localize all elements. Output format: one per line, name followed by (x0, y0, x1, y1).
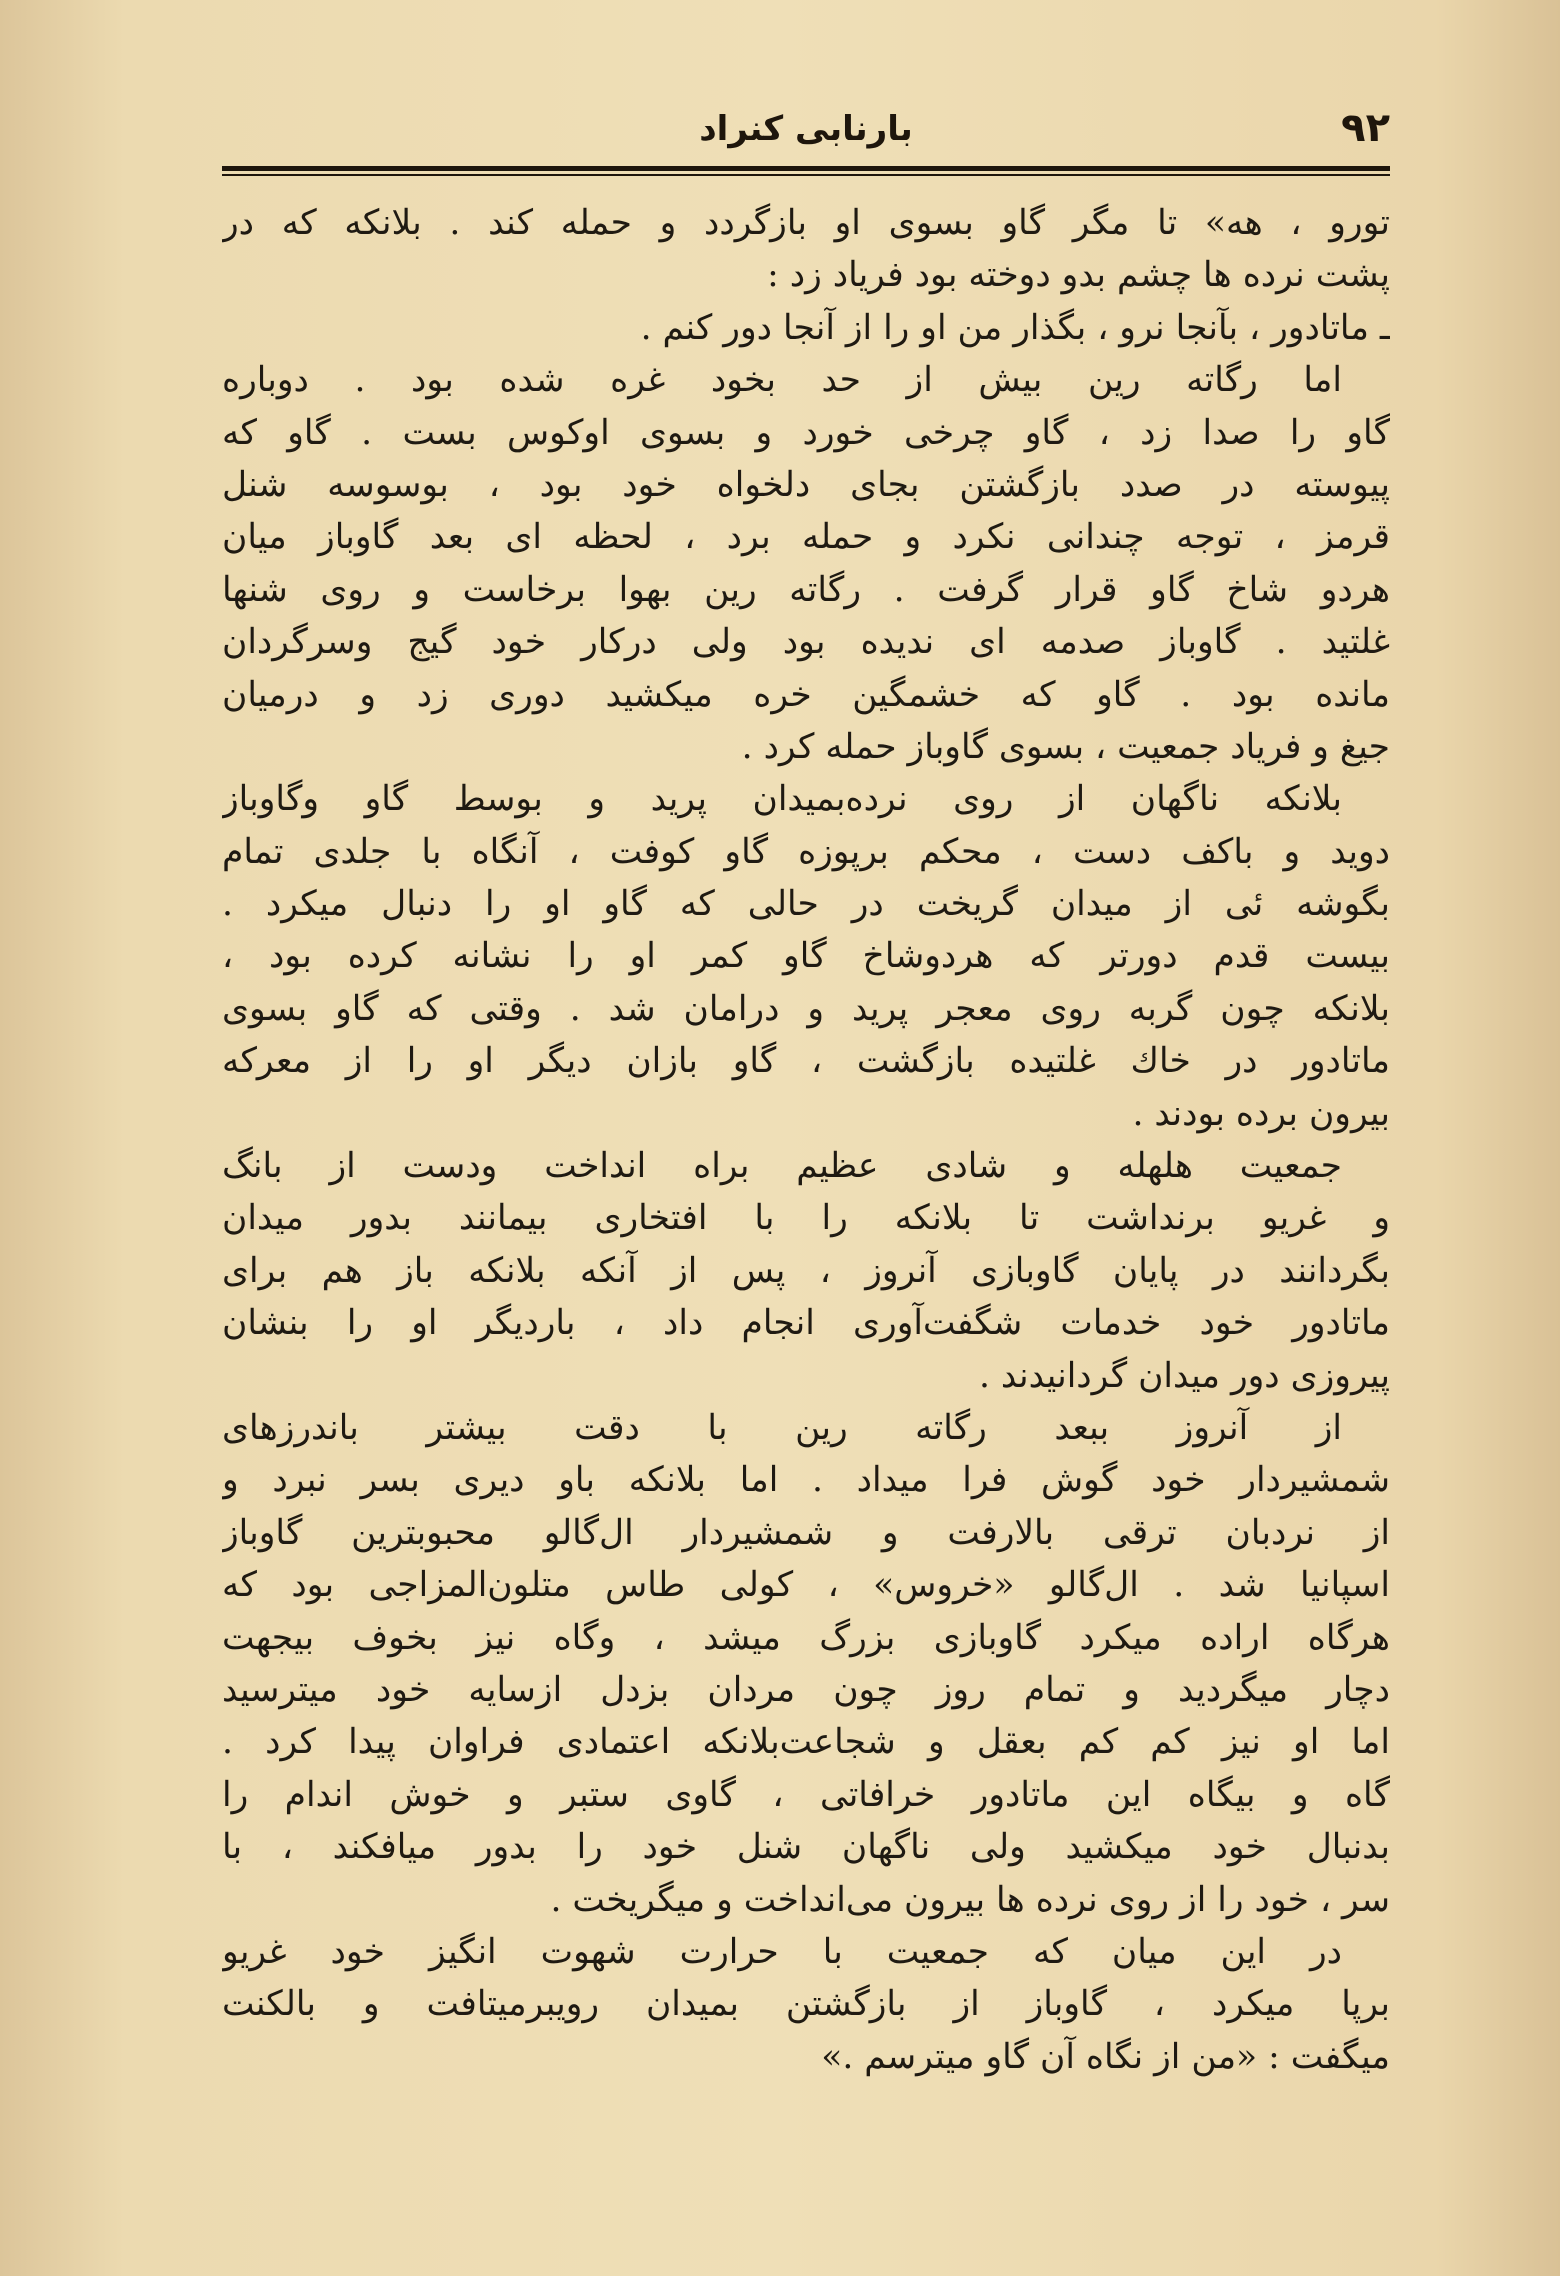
text-line: بگوشه ئی از میدان گریخت در حالی که گاو او را دنبال میکرد . (222, 884, 1390, 925)
text-line: بدنبال خود میکشید ولی ناگهان شنل خود را بدور میافکند ، با (222, 1827, 1390, 1868)
text-line: اما او نیز کم کم بعقل و شجاعت‌بلانکه اعتمادی فراوان پیدا کرد . (222, 1722, 1390, 1763)
text-line: و غریو برنداشت تا بلانکه را با افتخاری بیمانند بدور میدان (222, 1198, 1390, 1239)
text-line: دچار میگردید و تمام روز چون مردان بزدل ازسایه خود میترسید (222, 1669, 1390, 1710)
header-rule-thick (222, 166, 1390, 171)
text-line: از نردبان ترقی بالارفت و شمشیردار ال‌گالو محبوبترین گاوباز (222, 1512, 1390, 1553)
page-number: ۹۲ (1341, 105, 1390, 151)
text-line: جیغ و فریاد جمعیت ، بسوی گاوباز حمله کرد . (741, 726, 1390, 767)
text-line: مانده بود . گاو که خشمگین خره میکشید دوری زد و درمیان (222, 674, 1390, 715)
running-title: بارنابی کنراد (699, 109, 913, 149)
text-line: دوید و باکف دست ، محکم برپوزه گاو کوفت ، آنگاه با جلدی تمام (222, 831, 1390, 872)
text-line: بیرون برده بودند . (1132, 1093, 1390, 1134)
text-line: ماتادور در خاك غلتیده بازگشت ، گاو بازان دیگر او را از معرکه (222, 1041, 1390, 1082)
text-line: سر ، خود را از روی نرده ها بیرون می‌انداخت و میگریخت . (550, 1879, 1390, 1920)
text-line: شمشیردار خود گوش فرا میداد . اما بلانکه باو دیری بسر نبرد و (222, 1460, 1390, 1501)
text-line: برپا میکرد ، گاوباز از بازگشتن بمیدان رویبرمیتافت و بالکنت (222, 1984, 1390, 2025)
text-line: اسپانیا شد . ال‌گالو «خروس» ، کولی طاس متلون‌المزاجی بود که (222, 1565, 1390, 1606)
text-line: هردو شاخ گاو قرار گرفت . رگاته رین بهوا برخاست و روی شنها (222, 569, 1390, 610)
page-header (222, 105, 1390, 165)
text-line: غلتید . گاوباز صدمه ای ندیده بود ولی درکار خود گیج وسرگردان (222, 622, 1390, 663)
text-line: بلانکه ناگهان از روی نرده‌بمیدان پرید و بوسط گاو وگاوباز (222, 779, 1342, 820)
text-line: جمعیت هلهله و شادی عظیم براه انداخت ودست از بانگ (222, 1146, 1342, 1187)
body-text (222, 197, 1390, 2083)
text-line: پیروزی دور میدان گردانیدند . (978, 1355, 1390, 1396)
text-line: گاه و بیگاه این ماتادور خرافاتی ، گاوی ستبر و خوش اندام را (222, 1774, 1390, 1815)
text-line: بلانکه چون گربه روی معجر پرید و درامان شد . وقتی که گاو بسوی (222, 988, 1390, 1029)
text-line: ـ ماتادور ، بآنجا نرو ، بگذار من او را از آنجا دور کنم . (640, 307, 1390, 348)
text-line: میگفت : «من از نگاه آن گاو میترسم .» (821, 2036, 1390, 2077)
text-line: بیست قدم دورتر که هردوشاخ گاو کمر او را نشانه کرده بود ، (222, 936, 1390, 977)
text-line: تورو ، هه» تا مگر گاو بسوی او بازگردد و حمله کند . بلانکه که در (222, 203, 1390, 243)
text-line: بگردانند در پایان گاوبازی آنروز ، پس از آنکه بلانکه باز هم برای (222, 1250, 1390, 1291)
text-line: پیوسته در صدد بازگشتن بجای دلخواه خود بود ، بوسوسه شنل (222, 464, 1390, 505)
text-line: اما رگاته رین بیش از حد بخود غره شده بود . دوباره (222, 360, 1342, 401)
text-line: گاو را صدا زد ، گاو چرخی خورد و بسوی اوکوس بست . گاو که (222, 412, 1390, 453)
text-line: ماتادور خود خدمات شگفت‌آوری انجام داد ، باردیگر او را بنشان (222, 1303, 1390, 1344)
text-line: از آنروز ببعد رگاته رین با دقت بیشتر باندرزهای (222, 1407, 1342, 1448)
text-line: در این میان که جمعیت با حرارت شهوت انگیز خود غریو (222, 1931, 1342, 1972)
text-line: پشت نرده ها چشم بدو دوخته بود فریاد زد : (767, 255, 1390, 296)
header-rule-thin (222, 174, 1390, 176)
text-line: هرگاه اراده میکرد گاوبازی بزرگ میشد ، وگاه نیز بخوف بیجهت (222, 1617, 1390, 1658)
text-line: قرمز ، توجه چندانی نکرد و حمله برد ، لحظه ای بعد گاوباز میان (222, 517, 1390, 558)
